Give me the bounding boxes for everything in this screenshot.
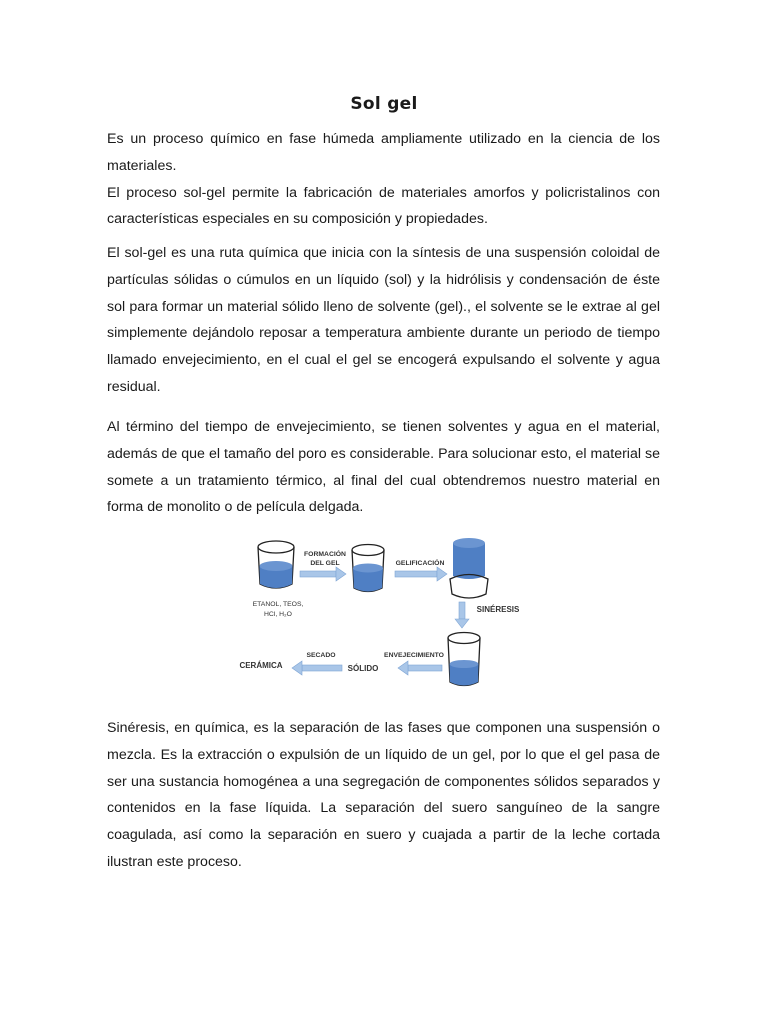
label-ceramica: CERÁMICA: [239, 661, 283, 670]
label-reactivos-line2: HCl, H₂O: [264, 611, 292, 618]
paragraph-intro-line-b: El proceso sol-gel permite la fabricación de materiales amorfos y policristalinos con características especiales en su composición y propiedades.: [107, 184, 660, 228]
label-sineresis: SINÉRESIS: [476, 605, 520, 614]
gel-body-icon: [450, 538, 488, 598]
label-secado: SECADO: [306, 652, 336, 659]
beaker-gel-formation-icon: [352, 545, 384, 592]
beaker-initial-icon: [258, 541, 294, 588]
page-title: Sol gel: [350, 94, 418, 114]
paragraph-intro-line-a: Es un proceso químico en fase húmeda ampliamente utilizado en la ciencia de los materiales.: [107, 131, 660, 174]
paragraph-sineresis: Sinéresis, en química, es la separación de las fases que componen una suspensión o mezcla. Es la extracción o expulsión de un líquido de un gel, por lo que el gel pasa de ser una sustancia homogénea a una segregación de componentes sólidos separados y contenidos en la fase líquida. La separación del suero sanguíneo de la sangre coagulada, así como la separación en suero y cuajada a partir de la leche cortada ilustran este proceso.: [107, 720, 660, 870]
label-formacion-line2: DEL GEL: [310, 560, 340, 567]
arrow-formacion-icon: [300, 567, 346, 581]
sol-gel-process-diagram: [232, 534, 520, 694]
arrow-envejecimiento-icon: [398, 661, 442, 675]
label-gelificacion: GELIFICACIÓN: [395, 560, 445, 567]
arrow-sineresis-icon: [455, 602, 469, 628]
label-formacion-line1: FORMACIÓN: [304, 551, 346, 558]
beaker-sineresis-icon: [448, 633, 480, 686]
label-reactivos-line1: ETANOL, TEOS,: [252, 601, 304, 608]
label-solido: SÓLIDO: [347, 664, 379, 673]
arrow-secado-icon: [292, 661, 342, 675]
paragraph-sol-gel: El sol-gel es una ruta química que inicia con la síntesis de una suspensión coloidal de partículas sólidas o cúmulos en un líquido (sol) y la hidrólisis y condensación de éste sol para formar un material sólido lleno de solvente (gel)., el solvente se le extrae al gel simplemente dejándolo reposar a temperatura ambiente durante un periodo de tiempo llamado envejecimiento, en el cual el gel se encogerá expulsando el solvente y agua residual.: [107, 245, 660, 395]
paragraph-envejecimiento: Al término del tiempo de envejecimiento, se tienen solventes y agua en el material, además de que el tamaño del poro es considerable. Para solucionar esto, el material se somete a un tratamiento térmico, al final del cual obtendremos nuestro material en forma de monolito o de película delgada.: [107, 419, 660, 516]
label-envejecimiento: ENVEJECIMIENTO: [384, 652, 444, 659]
paragraph-intro: [107, 126, 660, 233]
arrow-gelificacion-icon: [395, 567, 447, 581]
